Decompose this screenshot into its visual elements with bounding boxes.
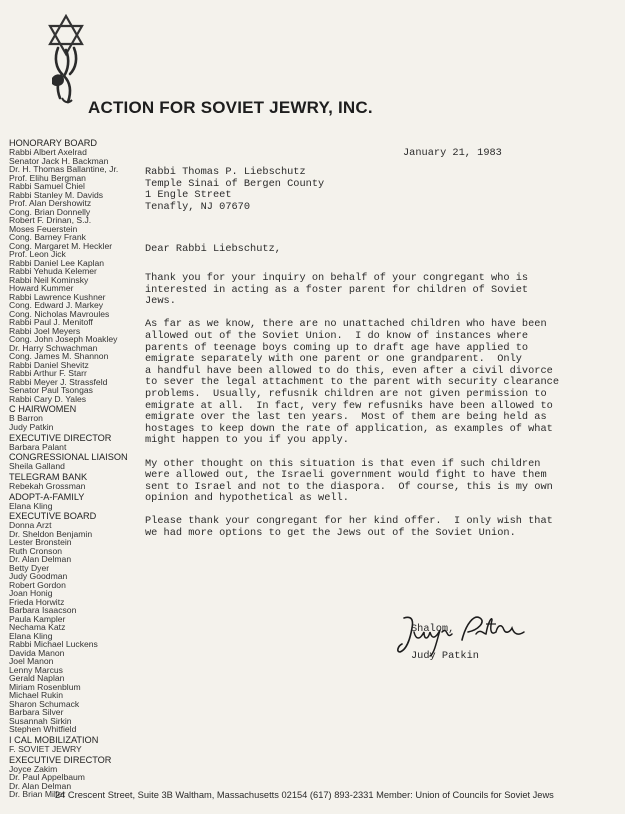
sidebar-member-name: F. SOVIET JEWRY (9, 744, 82, 754)
sidebar-heading: C HAIRWOMEN (9, 404, 77, 415)
sidebar-member-name: Senator Paul Tsongas (9, 385, 93, 396)
sidebar-member-name: Prof. Alan Dershowitz (9, 198, 92, 209)
sidebar-member-name: Stephen Whitfield (9, 724, 77, 735)
sidebar-member-name: Dr. Alan Delman (9, 554, 72, 565)
sidebar-member-name: Cong. Margaret M. Heckler (9, 240, 113, 251)
sidebar-member-name: Rabbi Meyer J. Strassfeld (9, 376, 108, 387)
sidebar-heading: TELEGRAM BANK (9, 471, 88, 482)
sidebar-member-name: Sharon Schumack (9, 698, 80, 709)
organization-name: ACTION FOR SOVIET JEWRY, INC. (88, 98, 373, 117)
sidebar-member-name: B Barron (9, 413, 43, 424)
sidebar-member-name: Michael Rukin (9, 690, 63, 701)
sidebar-member-name: Howard Kummer (9, 283, 74, 294)
sidebar-heading: ADOPT-A-FAMILY (9, 491, 85, 502)
sidebar-member-name: Robert F. Drinan, S.J. (9, 215, 92, 226)
sidebar-member-name: Elana Kling (9, 630, 53, 641)
recipient-line: Temple Sinai of Bergen County (145, 177, 325, 190)
sidebar-member-name: Barbara Isaacson (9, 605, 77, 616)
footer-address: 24 Crescent Street, Suite 3B Waltham, Massachusetts 02154 (617) 893-2331 Member: Union of Councils for Soviet Jews (55, 790, 554, 800)
sidebar-member-name: Moses Feuerstein (9, 223, 78, 234)
sidebar-member-name: Rabbi Samuel Chiel (9, 181, 85, 192)
sidebar-member-name: Cong. Brian Donnelly (9, 206, 91, 217)
paragraph: My other thought on this situation is that even if such children were allowed out, the Israeli government would fight to have them sent to Israel and not to the diaspora. Of course, this is my own opinion and hypothetical as well. (145, 457, 553, 505)
sidebar-member-name: Cong. Barney Frank (9, 232, 86, 243)
sidebar-member-name: Cong. John Joseph Moakley (9, 334, 118, 345)
sidebar-member-name: Prof. Elihu Bergman (9, 172, 86, 183)
sidebar-member-name: Cong. James M. Shannon (9, 351, 109, 362)
sidebar-member-name: Rabbi Yehuda Kelemer (9, 266, 97, 277)
sidebar-member-name: Joel Manon (9, 656, 54, 667)
sidebar-member-name: Cong. Edward J. Markey (9, 300, 104, 311)
sidebar-heading: I CAL MOBILIZATION (9, 735, 99, 745)
sidebar-member-name: Rabbi Albert Axelrad (9, 147, 87, 158)
handwritten-signature (396, 610, 536, 658)
sidebar-member-name: Rabbi Paul J. Menitoff (9, 317, 93, 328)
sidebar-member-name: Rabbi Cary D. Yales (9, 393, 87, 404)
recipient-line: Tenafly, NJ 07670 (145, 200, 251, 213)
sidebar-member-name: Dr. Paul Appelbaum (9, 772, 85, 783)
sidebar-member-name: Sheila Galland (9, 461, 65, 472)
sidebar-member-name: Rabbi Michael Luckens (9, 639, 98, 650)
sidebar-member-name: Frieda Horwitz (9, 596, 65, 607)
signer-name: Judy Patkin (411, 650, 479, 662)
sidebar-member-name: Judy Patkin (9, 421, 54, 432)
sidebar-heading: EXECUTIVE DIRECTOR (9, 754, 112, 765)
sidebar-member-name: Elana Kling (9, 500, 53, 511)
sidebar-member-name: Rabbi Joel Meyers (9, 325, 81, 336)
sidebar-member-name: Betty Dyer (9, 562, 50, 573)
sidebar-heading: HONORARY BOARD (9, 138, 97, 149)
sidebar-member-name: Rabbi Arthur F. Starr (9, 368, 87, 379)
sidebar-member-name: Paula Kampler (9, 613, 66, 624)
sidebar-member-name: Nechama Katz (9, 622, 66, 633)
letter-date: January 21, 1983 (403, 147, 502, 159)
sidebar-member-name: Senator Jack H. Backman (9, 155, 109, 166)
sidebar-member-name: Miriam Rosenblum (9, 681, 81, 692)
sidebar-member-name: Rabbi Daniel Lee Kaplan (9, 257, 105, 268)
sidebar-member-name: Robert Gordon (9, 579, 66, 590)
sidebar-member-name: Dr. Brian Miller (9, 789, 66, 800)
sidebar-member-name: Davida Manon (9, 647, 65, 658)
sidebar-member-name: Lester Bronstein (9, 537, 72, 548)
sidebar-member-name: Gerald Naplan (9, 673, 65, 684)
sidebar-member-name: Rabbi Daniel Shevitz (9, 359, 89, 370)
sidebar-member-name: Rabbi Neil Kominsky (9, 274, 89, 285)
paragraph: Please thank your congregant for her kind offer. I only wish that we had more options to get the Jews out of the Soviet Union. (145, 515, 553, 540)
sidebar-member-name: Barbara Silver (9, 707, 64, 718)
sidebar-member-name: Rebekah Grossman (9, 480, 86, 491)
paragraph: Thank you for your inquiry on behalf of your congregant who is interested in acting as a foster parent for children of Soviet Jews. (145, 272, 529, 308)
salutation: Dear Rabbi Liebschutz, (145, 243, 281, 255)
closing: Shalom, (411, 623, 455, 635)
sidebar-member-name: Donna Arzt (9, 520, 52, 531)
sidebar-member-name: Ruth Cronson (9, 545, 63, 556)
sidebar-member-name: Prof. Leon Jick (9, 249, 66, 260)
sidebar-member-name: Joyce Zakim (9, 763, 58, 774)
sidebar-member-name: Cong. Nicholas Mavroules (9, 308, 110, 319)
sidebar-member-name: Dr. Alan Delman (9, 780, 72, 791)
sidebar-heading: EXECUTIVE BOARD (9, 511, 97, 522)
paragraph: As far as we know, there are no unattached children who have been allowed out of the Soviet Union. I do know of instances where parents of teenage boys coming up to draft age have applied to emigrate separately with one parent or one grandparent. Only a handful have been allowed to do this, even after a civil divorce to sever the legal attachment to the parent with security clearance problems. Usually, refusnik children are not given permission to emigrate at all. In fact, very few refusniks have been allowed to emigrate over the last ten years. Most of them are being held as hostages to keep down the rate of application, as examples of what might happen to you if you apply. (145, 318, 560, 447)
sidebar-member-name: Barbara Palant (9, 441, 67, 452)
sidebar-member-name: Susannah Sirkin (9, 715, 72, 726)
letter-paragraphs (145, 273, 615, 551)
sidebar-member-name: Joan Honig (9, 588, 53, 599)
sidebar-heading: CONGRESSIONAL LIAISON (9, 452, 128, 463)
sidebar-member-name: Judy Goodman (9, 571, 68, 582)
sidebar-member-name: Dr. Harry Schwachman (9, 342, 98, 353)
sidebar-member-name: Dr. H. Thomas Ballantine, Jr. (9, 164, 119, 175)
star-of-david-logo-icon (44, 14, 88, 106)
sidebar-member-name: Dr. Sheldon Benjamin (9, 528, 93, 539)
recipient-address (145, 167, 324, 213)
sidebar-heading: EXECUTIVE DIRECTOR (9, 432, 112, 443)
recipient-line: 1 Engle Street (145, 189, 232, 202)
sidebar-member-name: Rabbi Lawrence Kushner (9, 291, 106, 302)
sidebar-member-name: Rabbi Stanley M. Davids (9, 189, 104, 200)
recipient-line: Rabbi Thomas P. Liebschutz (145, 166, 306, 178)
sidebar-member-name: Lenny Marcus (9, 664, 63, 675)
